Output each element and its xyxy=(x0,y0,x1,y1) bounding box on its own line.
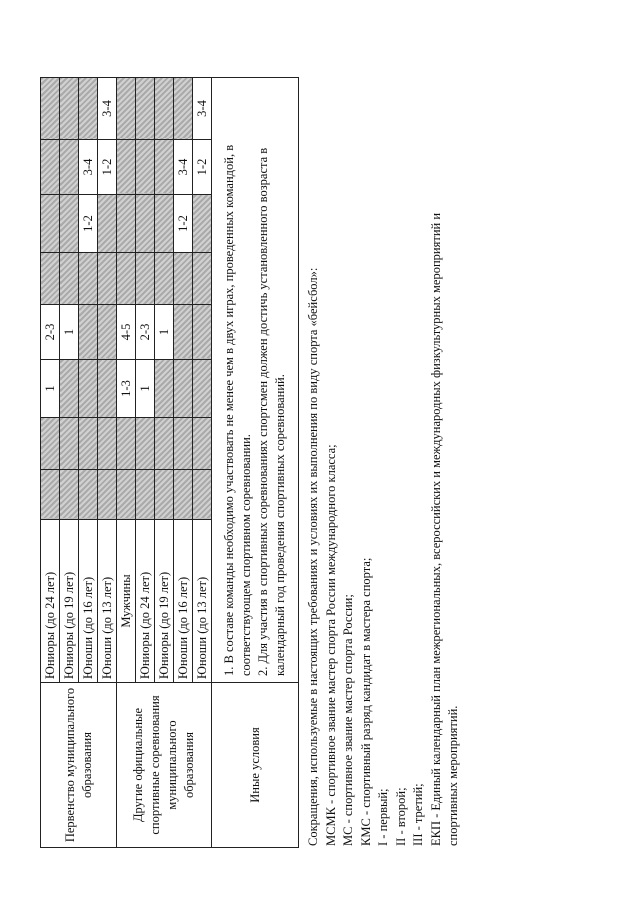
cell xyxy=(193,195,212,253)
other-conditions-title: Иные условия xyxy=(212,683,299,848)
cell: 1-2 xyxy=(193,140,212,195)
row-label: Юноши (до 16 лет) xyxy=(174,520,193,683)
abbreviations-list xyxy=(305,58,463,848)
abbreviation-line: МСМК - спортивное звание мастер спорта России международного класса; xyxy=(323,444,338,846)
abbreviation-line: Сокращения, используемые в настоящих требованиях и условиях их выполнения по виду спорта «бейсбол»: xyxy=(306,267,320,846)
cell xyxy=(117,418,136,470)
cell xyxy=(41,253,60,305)
cell xyxy=(79,305,98,360)
cell xyxy=(136,195,155,253)
cell xyxy=(41,470,60,520)
cell xyxy=(41,195,60,253)
requirements-table xyxy=(40,77,299,848)
cell: 1 xyxy=(60,305,79,360)
cell xyxy=(174,470,193,520)
cell xyxy=(155,418,174,470)
cell xyxy=(98,305,117,360)
cell xyxy=(98,195,117,253)
table-row xyxy=(212,78,299,848)
block1-body xyxy=(41,78,117,848)
cell xyxy=(79,360,98,418)
cell xyxy=(60,140,79,195)
row-label: Юниоры (до 24 лет) xyxy=(41,520,60,683)
cell xyxy=(155,470,174,520)
row-label: Юноши (до 13 лет) xyxy=(193,520,212,683)
cell xyxy=(136,470,155,520)
cell xyxy=(155,140,174,195)
cell xyxy=(60,470,79,520)
cell xyxy=(174,78,193,140)
cell xyxy=(98,470,117,520)
block2-body xyxy=(117,78,212,848)
other-conditions-notes xyxy=(212,78,299,683)
cell xyxy=(117,78,136,140)
cell xyxy=(79,78,98,140)
cell: 3-4 xyxy=(79,140,98,195)
abbreviation-line: КМС - спортивный разряд кандидат в мастера спорта; xyxy=(358,557,373,846)
note-1: 1. В составе команды необходимо участвовать не менее чем в двух играх, проведенных командой, в соответствующем спортивном соревновании. xyxy=(222,144,253,676)
cell xyxy=(174,360,193,418)
cell xyxy=(193,360,212,418)
cell xyxy=(155,360,174,418)
row-label: Юниоры (до 19 лет) xyxy=(60,520,79,683)
cell xyxy=(174,253,193,305)
cell: 3-4 xyxy=(174,140,193,195)
cell: 1-2 xyxy=(79,195,98,253)
cell: 3-4 xyxy=(98,78,117,140)
cell xyxy=(155,78,174,140)
cell: 3-4 xyxy=(193,78,212,140)
abbreviation-line: I - первый; xyxy=(376,788,390,846)
cell xyxy=(79,470,98,520)
cell: 1-3 xyxy=(117,360,136,418)
cell xyxy=(136,140,155,195)
cell xyxy=(98,253,117,305)
cell xyxy=(98,360,117,418)
cell xyxy=(193,470,212,520)
cell: 4-5 xyxy=(117,305,136,360)
cell xyxy=(193,305,212,360)
cell xyxy=(60,360,79,418)
cell xyxy=(60,195,79,253)
abbreviation-line: II - второй; xyxy=(393,787,408,846)
abbreviation-line: спортивных мероприятий. xyxy=(446,705,460,846)
cell xyxy=(136,78,155,140)
cell xyxy=(136,253,155,305)
abbreviation-line: III - третий; xyxy=(411,783,425,846)
cell: 1 xyxy=(41,360,60,418)
cell: 1-2 xyxy=(174,195,193,253)
cell: 1 xyxy=(155,305,174,360)
rotated-page-content xyxy=(40,58,620,848)
cell xyxy=(193,418,212,470)
cell xyxy=(60,418,79,470)
abbreviation-line: МС - спортивное звание мастер спорта России; xyxy=(341,594,355,846)
cell xyxy=(193,253,212,305)
cell xyxy=(41,140,60,195)
block2-title: Другие официальные спортивные соревнования муниципального образования xyxy=(117,683,212,848)
cell xyxy=(174,305,193,360)
cell xyxy=(79,418,98,470)
cell xyxy=(60,253,79,305)
cell xyxy=(79,253,98,305)
block1-title: Первенство муниципального образования xyxy=(41,683,117,848)
cell: 1 xyxy=(136,360,155,418)
cell xyxy=(174,418,193,470)
cell xyxy=(117,140,136,195)
cell xyxy=(117,195,136,253)
cell xyxy=(98,418,117,470)
row-label: Юноши (до 16 лет) xyxy=(79,520,98,683)
cell xyxy=(41,78,60,140)
note-2: 2. Для участия в спортивных соревнованиях спортсмен должен достичь установленного возраста в календарный год проведения спортивных соревнований. xyxy=(256,147,287,676)
cell: 2-3 xyxy=(136,305,155,360)
row-label: Юниоры (до 24 лет) xyxy=(136,520,155,683)
cell xyxy=(117,253,136,305)
cell xyxy=(117,470,136,520)
abbreviation-line: ЕКП - Единый календарный план межрегиональных, всероссийских и международных физкультурных мероприятий и xyxy=(428,212,443,846)
cell xyxy=(60,78,79,140)
cell xyxy=(155,195,174,253)
row-label: Юноши (до 13 лет) xyxy=(98,520,117,683)
row-label: Юниоры (до 19 лет) xyxy=(155,520,174,683)
cell xyxy=(155,253,174,305)
cell xyxy=(136,418,155,470)
other-conditions-body xyxy=(212,78,299,848)
table-row xyxy=(117,78,136,848)
table-row xyxy=(41,78,60,848)
cell xyxy=(41,418,60,470)
cell: 2-3 xyxy=(41,305,60,360)
men-header: Мужчины xyxy=(117,520,136,683)
cell: 1-2 xyxy=(98,140,117,195)
